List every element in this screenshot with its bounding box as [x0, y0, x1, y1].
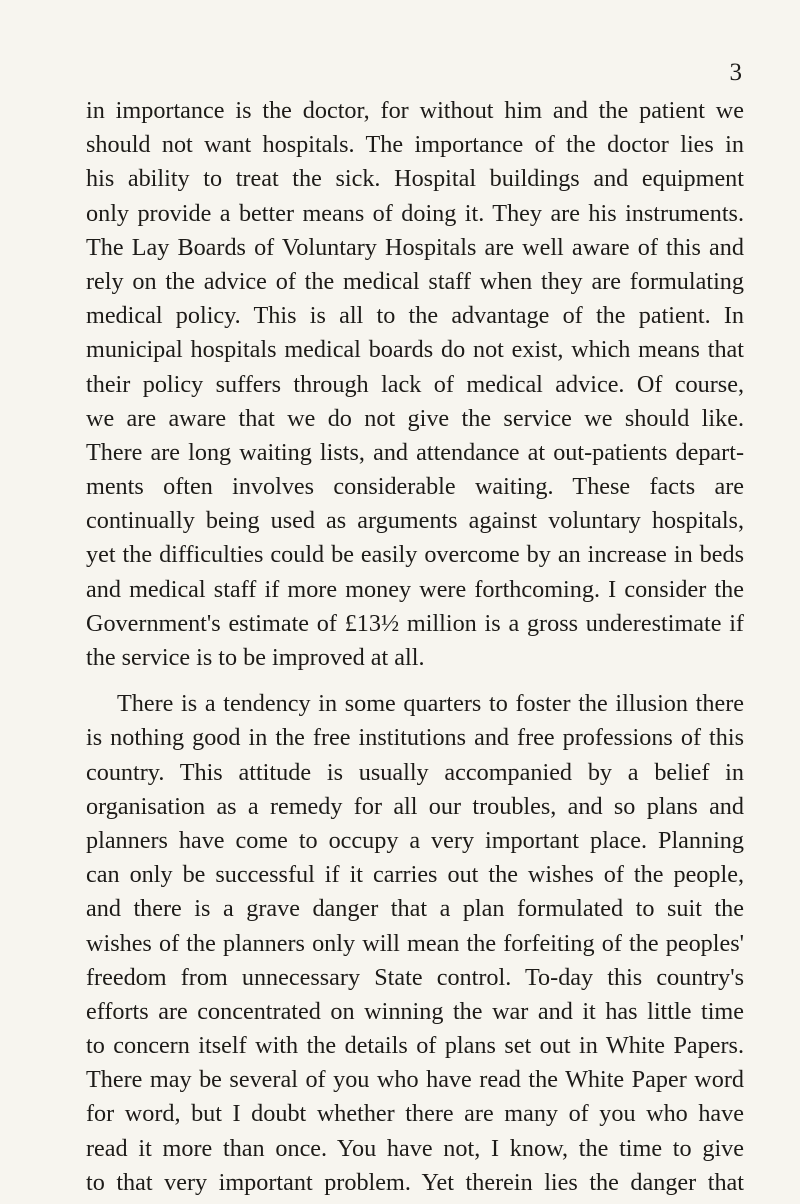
text-line: we are aware that we do not give the service we should like. — [86, 404, 744, 432]
text-line: can only be successful if it carries out the wishes of the people, — [86, 861, 744, 889]
text-line: yet the difficulties could be easily overcome by an increase in beds — [86, 541, 744, 569]
text-line: and there is a grave danger that a plan formulated to suit the — [86, 895, 744, 923]
text-line: freedom from unnecessary State control. To-day this country's — [86, 963, 744, 991]
text-line: organisation as a remedy for all our troubles, and so plans and — [86, 792, 744, 820]
text-line: medical policy. This is all to the advantage of the patient. In — [86, 302, 744, 330]
text-line: his ability to treat the sick. Hospital buildings and equipment — [86, 165, 744, 193]
text-line: Government's estimate of £13½ million is a gross underestimate if — [86, 609, 744, 637]
text-line: There may be several of you who have read the White Paper word — [86, 1066, 744, 1094]
text-line: and medical staff if more money were forthcoming. I consider the — [86, 575, 744, 603]
paragraph-1 — [86, 94, 744, 675]
text-line: There are long waiting lists, and attendance at out-patients depart- — [86, 438, 744, 466]
text-line: should not want hospitals. The importance of the doctor lies in — [86, 131, 744, 159]
text-line: in importance is the doctor, for without him and the patient we — [86, 97, 744, 124]
text-line: municipal hospitals medical boards do not exist, which means that — [86, 336, 744, 364]
text-line: only provide a better means of doing it. They are his instruments. — [86, 199, 744, 227]
paragraph-gap — [86, 675, 744, 687]
text-line: There is a tendency in some quarters to foster the illusion there — [117, 690, 744, 718]
text-line: to concern itself with the details of plans set out in White Papers. — [86, 1032, 744, 1060]
text-line: the service is to be improved at all. — [86, 644, 425, 671]
text-line: read it more than once. You have not, I know, the time to give — [86, 1134, 744, 1162]
text-line: for word, but I doubt whether there are many of you who have — [86, 1100, 744, 1128]
text-line: rely on the advice of the medical staff when they are formulating — [86, 267, 744, 295]
text-line: is nothing good in the free institutions and free professions of this — [86, 724, 744, 752]
page-number: 3 — [729, 59, 742, 86]
text-line: their policy suffers through lack of medical advice. Of course, — [86, 370, 744, 398]
text-line: to that very important problem. Yet therein lies the danger that — [86, 1168, 744, 1196]
text-line: planners have come to occupy a very important place. Planning — [86, 826, 744, 854]
text-line: country. This attitude is usually accompanied by a belief in — [86, 758, 744, 786]
body-text — [86, 94, 744, 1200]
text-line: The Lay Boards of Voluntary Hospitals are well aware of this and — [86, 233, 744, 261]
text-line: ments often involves considerable waiting. These facts are — [86, 473, 744, 501]
text-line: efforts are concentrated on winning the war and it has little time — [86, 997, 744, 1025]
paragraph-2 — [86, 687, 744, 1200]
text-line: wishes of the planners only will mean the forfeiting of the peoples' — [86, 929, 744, 957]
text-line: continually being used as arguments against voluntary hospitals, — [86, 507, 744, 535]
